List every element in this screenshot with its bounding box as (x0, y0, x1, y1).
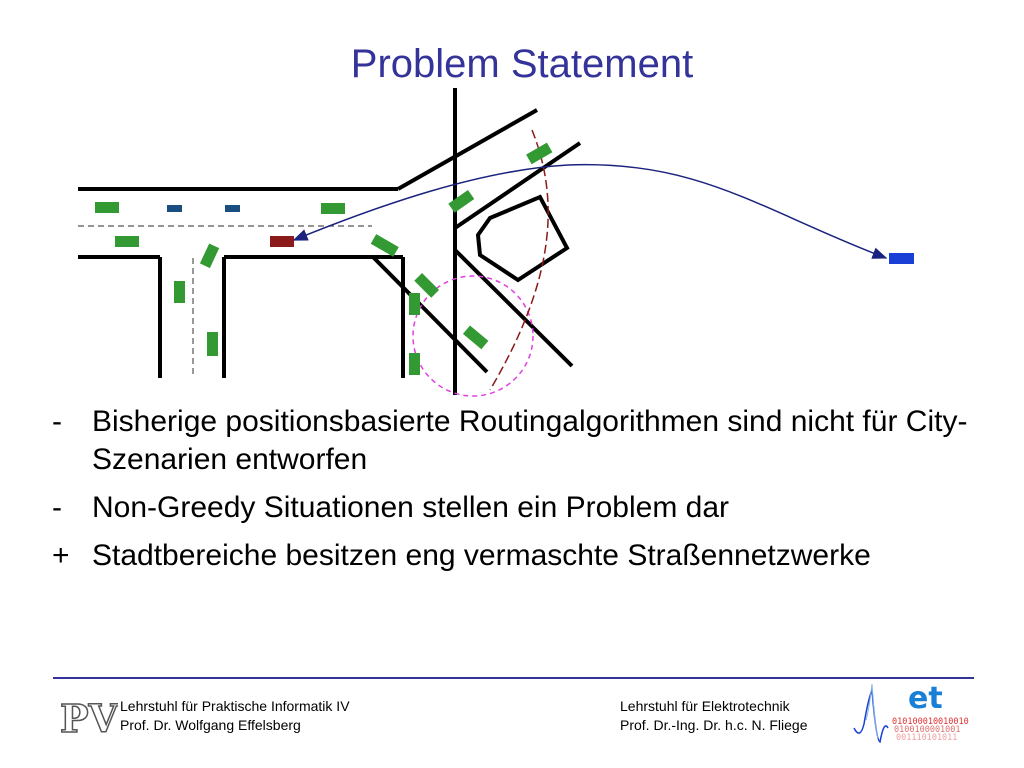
vehicle (371, 234, 399, 257)
bullet-text: Non-Greedy Situationen stellen ein Problem dar (92, 491, 730, 524)
et-logo (852, 680, 974, 750)
bullet-list (52, 403, 1012, 585)
pv-logo (58, 696, 118, 738)
bullet-marker: - (52, 491, 62, 524)
vehicle (115, 236, 139, 247)
destination-vehicle (889, 253, 914, 264)
bullet-item (52, 537, 1012, 575)
vehicle (448, 190, 474, 213)
vehicle (207, 332, 218, 356)
bullet-item (52, 489, 1012, 527)
footer-left-chair: Lehrstuhl für Praktische Informatik IV (120, 698, 350, 714)
bullet-text: Bisherige positionsbasierte Routingalgorithmen sind nicht für City-Szenarien entworfen (92, 405, 968, 476)
vehicle (174, 281, 185, 303)
bullet-item (52, 403, 1012, 479)
parked-vehicle (225, 205, 240, 212)
footer-left-professor: Prof. Dr. Wolfgang Effelsberg (120, 717, 301, 733)
vehicle (463, 325, 488, 349)
footer-divider (53, 677, 974, 679)
source-vehicle (270, 236, 294, 247)
vehicle (526, 143, 552, 165)
footer-right (620, 697, 808, 735)
et-logo-text: et (908, 681, 943, 716)
et-logo-binary-line: 010100010010010 (892, 717, 969, 727)
vehicle (409, 293, 420, 315)
parked-vehicle (167, 205, 182, 212)
slide-title: Problem Statement (350, 42, 694, 86)
footer-left (120, 697, 350, 735)
vehicle (200, 243, 219, 268)
et-logo-binary-line: 001110101011 (896, 733, 958, 743)
bullet-marker: + (52, 539, 70, 572)
footer-right-chair: Lehrstuhl für Elektrotechnik (620, 698, 790, 714)
vehicle (321, 203, 345, 214)
vehicle (409, 353, 420, 375)
pv-logo-text: PV (60, 696, 118, 738)
et-logo-signal-wave (854, 690, 888, 742)
bullet-text: Stadtbereiche besitzen eng vermaschte Straßennetzwerke (92, 539, 871, 572)
footer-right-professor: Prof. Dr.-Ing. Dr. h.c. N. Fliege (620, 717, 808, 733)
building-block (478, 197, 567, 280)
vehicle (95, 202, 119, 213)
street-lines (78, 88, 580, 395)
bullet-marker: - (52, 405, 62, 438)
et-logo-binary-line: 0100100001001 (894, 725, 961, 735)
greedy-route-arrow-to-destination (568, 165, 886, 258)
